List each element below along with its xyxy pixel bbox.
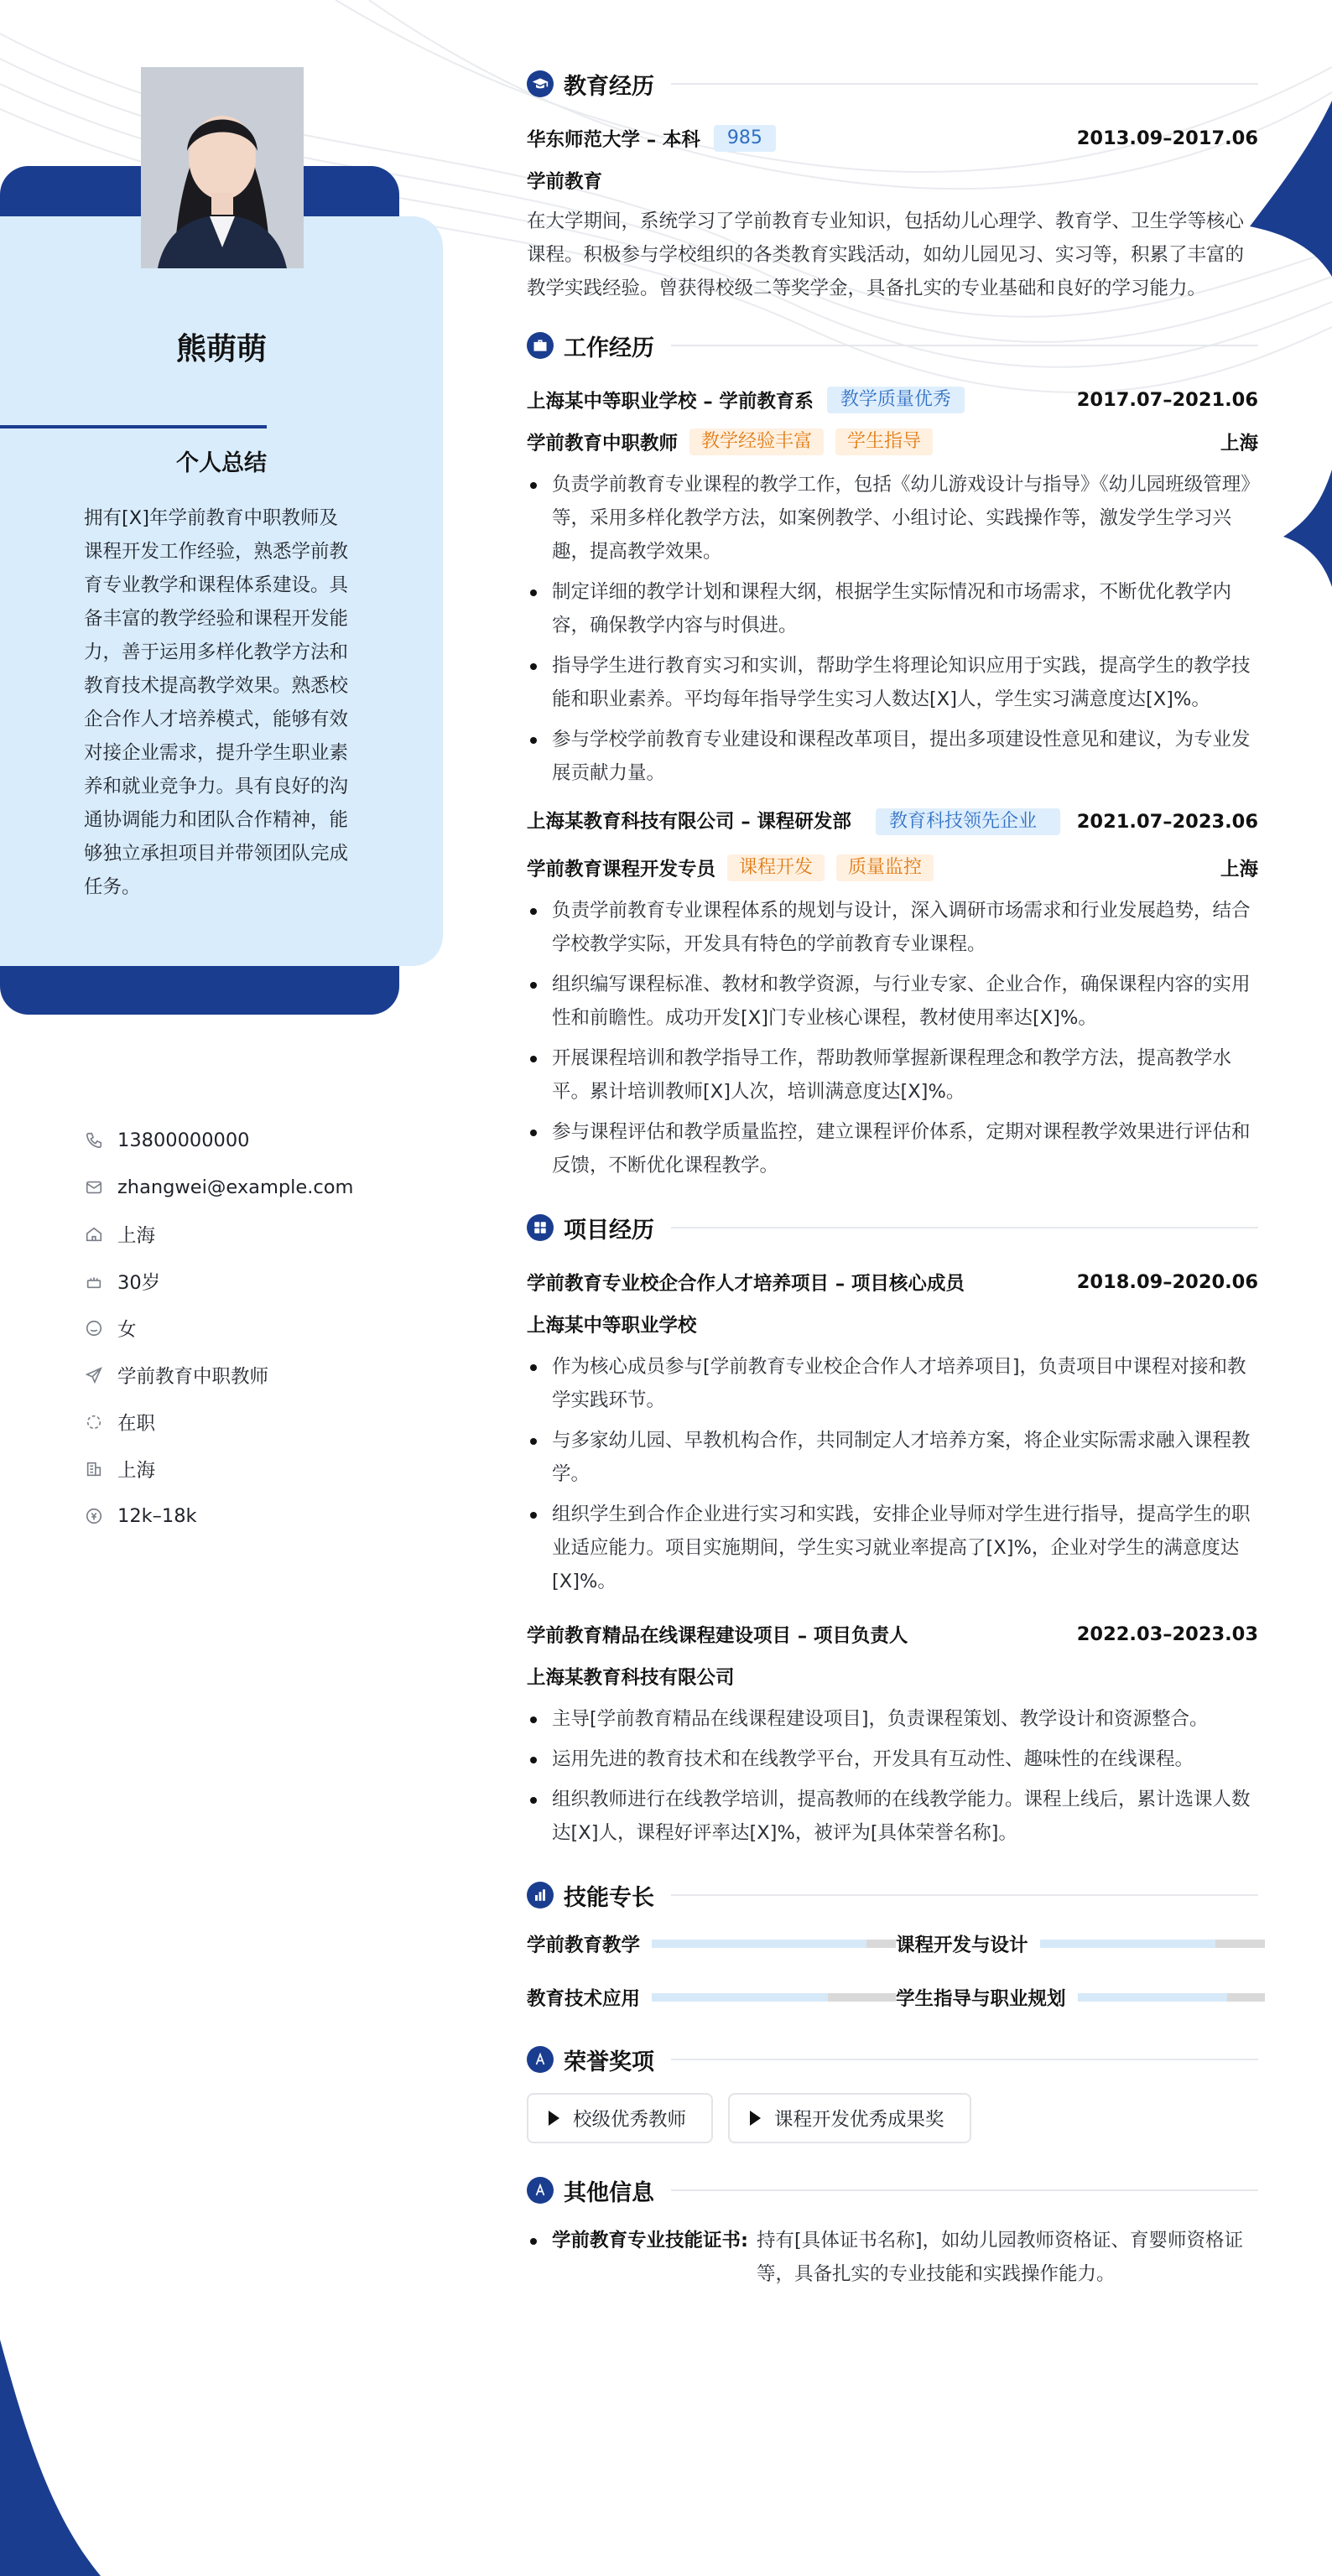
info-icon: [527, 2177, 554, 2204]
other-key: 学前教育专业技能证书:: [527, 2224, 748, 2291]
awards-title: 荣誉奖项: [564, 2049, 654, 2075]
work-date: 2021.07–2023.06: [1076, 811, 1258, 833]
project-row: [527, 1613, 1258, 1655]
work-location: 上海: [1220, 433, 1258, 454]
list-item: 负责学前教育专业课程体系的规划与设计，深入调研市场需求和行业发展趋势，结合学校教学实际，开发具有特色的学前教育专业课程。: [527, 894, 1258, 961]
section-divider: [671, 1894, 1258, 1896]
skills-header: [527, 1870, 1258, 1920]
person-name: 熊萌萌: [175, 332, 267, 366]
project-org-row: [527, 1303, 1258, 1345]
project-bullets: [527, 1702, 1258, 1850]
list-item: 负责学前教育专业课程的教学工作，包括《幼儿游戏设计与指导》《幼儿园班级管理》等，采用多样化教学方法，如案例教学、小组讨论、实践操作等，激发学生学习兴趣，提高教学效果。: [527, 468, 1258, 569]
profile-photo: [141, 67, 304, 268]
gender-icon: [84, 1318, 104, 1338]
skill-bar-fill: [652, 1993, 828, 2002]
briefcase-icon: [527, 332, 554, 359]
status-icon: [84, 1412, 104, 1432]
contact-age: [84, 1258, 436, 1305]
work-bullets: [527, 468, 1258, 790]
skill-bar: [652, 1993, 896, 2002]
project-org: 上海某教育科技有限公司: [527, 1667, 735, 1689]
skill-bar-fill: [1040, 1940, 1215, 1948]
job-role: 学前教育课程开发专员: [527, 859, 716, 880]
skill-item: [896, 1982, 1265, 2012]
role-tag: 课程开发: [727, 854, 825, 881]
contact-location-value: 上海: [117, 1460, 156, 1482]
building-icon: [84, 1459, 104, 1479]
contact-status-value: 在职: [117, 1413, 156, 1435]
award-icon: [527, 2046, 554, 2073]
other-item: [527, 2224, 1258, 2291]
play-icon: [750, 2111, 761, 2126]
section-divider: [671, 2059, 1258, 2060]
project-row: [527, 1261, 1258, 1303]
list-item: 参与学校学前教育专业建设和课程改革项目，提出多项建设性意见和建议，为专业发展贡献力量。: [527, 723, 1258, 790]
send-icon: [84, 1365, 104, 1385]
skill-bar-fill: [1078, 1993, 1228, 2002]
work-date: 2017.07–2021.06: [1076, 389, 1258, 411]
work-entry: [527, 805, 1258, 1182]
education-header: [527, 59, 1258, 109]
list-item: 组织编写课程标准、教材和教学资源，与行业专家、企业合作，确保课程内容的实用性和前瞻性。成功开发[X]门专业核心课程，教材使用率达[X]%。: [527, 968, 1258, 1035]
contact-phone: [84, 1117, 436, 1164]
skill-label: 学生指导与职业规划: [896, 1988, 1066, 2010]
project-date: 2022.03–2023.03: [1076, 1623, 1258, 1645]
contact-status: [84, 1399, 436, 1446]
main-content: [527, 59, 1258, 2291]
section-divider: [671, 345, 1258, 346]
education-row: [527, 117, 1258, 159]
salary-icon: [84, 1506, 104, 1526]
skills-title: 技能专长: [564, 1884, 654, 1911]
role-tag: 教学经验丰富: [689, 428, 824, 455]
education-entry: [527, 117, 1258, 305]
awards-list: [527, 2093, 1258, 2143]
education-description: 在大学期间，系统学习了学前教育专业知识，包括幼儿心理学、教育学、卫生学等核心课程。积极参与学校组织的各类教育实践活动，如幼儿园见习、实习等，积累了丰富的教学实践经验。曾获得校级二等奖学金，具备扎实的专业基础和良好的学习能力。: [527, 210, 1245, 299]
project-name: 学前教育专业校企合作人才培养项目 – 项目核心成员: [527, 1273, 965, 1295]
play-icon: [549, 2111, 559, 2126]
contact-salary-value: 12k–18k: [117, 1505, 197, 1527]
job-role: 学前教育中职教师: [527, 433, 679, 454]
skill-bar-fill: [652, 1940, 866, 1948]
contact-gender-value: 女: [117, 1319, 137, 1341]
award-chip: [527, 2093, 713, 2143]
list-item: 与多家幼儿园、早教机构合作，共同制定人才培养方案，将企业实际需求融入课程教学。: [527, 1424, 1258, 1491]
home-icon: [84, 1224, 104, 1244]
project-entry: [527, 1261, 1258, 1598]
age-icon: [84, 1271, 104, 1291]
skill-item: [896, 1929, 1265, 1959]
work-header: [527, 320, 1258, 371]
name-underline: [0, 425, 267, 428]
work-company-row: [527, 379, 1258, 421]
section-divider: [671, 1227, 1258, 1228]
phone-icon: [84, 1130, 104, 1150]
work-role-row: [527, 421, 1258, 463]
list-item: 运用先进的教育技术和在线教学平台，开发具有互动性、趣味性的在线课程。: [527, 1742, 1258, 1776]
other-header: [527, 2165, 1258, 2215]
major: 学前教育: [527, 171, 603, 193]
education-title: 教育经历: [564, 73, 654, 100]
contact-city: [84, 1211, 436, 1258]
award-chip: [728, 2093, 971, 2143]
contact-email-value: zhangwei@example.com: [117, 1176, 354, 1198]
work-location: 上海: [1220, 859, 1258, 880]
projects-title: 项目经历: [564, 1217, 654, 1244]
email-icon: [84, 1177, 104, 1197]
project-org-row: [527, 1655, 1258, 1697]
contact-position: [84, 1352, 436, 1399]
list-item: 组织教师进行在线教学培训，提高教师的在线教学能力。课程上线后，累计选课人数达[X]人，课程好评率达[X]%，被评为[具体荣誉名称]。: [527, 1783, 1258, 1850]
major-row: [527, 159, 1258, 201]
work-company-row: [527, 805, 1258, 847]
company-tag: 教育科技领先企业: [876, 808, 1060, 835]
project-name: 学前教育精品在线课程建设项目 – 项目负责人: [527, 1625, 908, 1647]
project-entry: [527, 1613, 1258, 1850]
skills-grid: [527, 1929, 1258, 2012]
contact-email: [84, 1164, 436, 1211]
contact-gender: [84, 1305, 436, 1352]
school-name: 华东师范大学 – 本科: [527, 129, 700, 151]
list-item: 组织学生到合作企业进行实习和实践，安排企业导师对学生进行指导，提高学生的职业适应能力。项目实施期间，学生实习就业率提高了[X]%，企业对学生的满意度达[X]%。: [527, 1498, 1258, 1598]
role-tag: 学生指导: [835, 428, 933, 455]
skill-label: 教育技术应用: [527, 1988, 641, 2010]
skill-bar: [1078, 1993, 1265, 2002]
contact-list: [84, 1117, 436, 1540]
school-tag: 985: [714, 125, 776, 152]
education-date: 2013.09–2017.06: [1076, 127, 1258, 149]
contact-location: [84, 1446, 436, 1493]
skill-label: 课程开发与设计: [896, 1935, 1028, 1956]
award-label: 课程开发优秀成果奖: [774, 2109, 944, 2131]
award-label: 校级优秀教师: [573, 2109, 687, 2131]
list-item: 制定详细的教学计划和课程大纲，根据学生实际情况和市场需求，不断优化教学内容，确保教学内容与时俱进。: [527, 575, 1258, 642]
skill-item: [527, 1929, 896, 1959]
work-bullets: [527, 894, 1258, 1182]
list-item: 开展课程培训和教学指导工作，帮助教师掌握新课程理念和教学方法，提高教学水平。累计培训教师[X]人次，培训满意度达[X]%。: [527, 1041, 1258, 1109]
project-date: 2018.09–2020.06: [1076, 1271, 1258, 1293]
contact-city-value: 上海: [117, 1225, 156, 1247]
list-item: 指导学生进行教育实习和实训，帮助学生将理论知识应用于实践，提高学生的教学技能和职业素养。平均每年指导学生实习人数达[X]人，学生实习满意度达[X]%。: [527, 649, 1258, 716]
contact-salary: [84, 1493, 436, 1540]
grid-icon: [527, 1214, 554, 1241]
projects-header: [527, 1202, 1258, 1253]
summary-title: 个人总结: [176, 450, 267, 476]
work-entry: [527, 379, 1258, 790]
skill-label: 学前教育教学: [527, 1935, 641, 1956]
list-item: 主导[学前教育精品在线课程建设项目]，负责课程策划、教学设计和资源整合。: [527, 1702, 1258, 1736]
company-name: 上海某中等职业学校 – 学前教育系: [527, 391, 814, 413]
contact-age-value: 30岁: [117, 1272, 161, 1294]
list-item: 参与课程评估和教学质量监控，建立课程评价体系，定期对课程教学效果进行评估和反馈，不断优化课程教学。: [527, 1115, 1258, 1182]
summary-text: 拥有[X]年学前教育中职教师及课程开发工作经验，熟悉学前教育专业教学和课程体系建设。具备丰富的教学经验和课程开发能力，善于运用多样化教学方法和教育技术提高教学效果。熟悉校企合作人才培养模式，能够有效对接企业需求，提升学生职业素养和就业竞争力。具有良好的沟通协调能力和团队合作精神，能够独立承担项目并带领团队完成任务。: [84, 507, 349, 898]
contact-position-value: 学前教育中职教师: [117, 1366, 269, 1388]
company-tag: 教学质量优秀: [827, 387, 965, 413]
contact-phone-value: 13800000000: [117, 1130, 250, 1151]
graduation-cap-icon: [527, 70, 554, 97]
skill-bar: [1040, 1940, 1265, 1948]
company-name: 上海某教育科技有限公司 – 课程研发部: [527, 811, 851, 833]
bar-chart-icon: [527, 1882, 554, 1909]
project-org: 上海某中等职业学校: [527, 1315, 697, 1337]
role-tag: 质量监控: [836, 854, 934, 881]
project-bullets: [527, 1350, 1258, 1598]
work-title: 工作经历: [564, 335, 654, 361]
section-divider: [671, 83, 1258, 85]
list-item: 作为核心成员参与[学前教育专业校企合作人才培养项目]，负责项目中课程对接和教学实践环节。: [527, 1350, 1258, 1417]
other-value: 持有[具体证书名称]，如幼儿园教师资格证、育婴师资格证等，具备扎实的专业技能和实践操作能力。: [757, 2230, 1244, 2285]
skill-item: [527, 1982, 896, 2012]
skill-bar: [652, 1940, 896, 1948]
section-divider: [671, 2189, 1258, 2191]
work-role-row: [527, 847, 1258, 889]
awards-header: [527, 2034, 1258, 2085]
other-title: 其他信息: [564, 2179, 654, 2206]
